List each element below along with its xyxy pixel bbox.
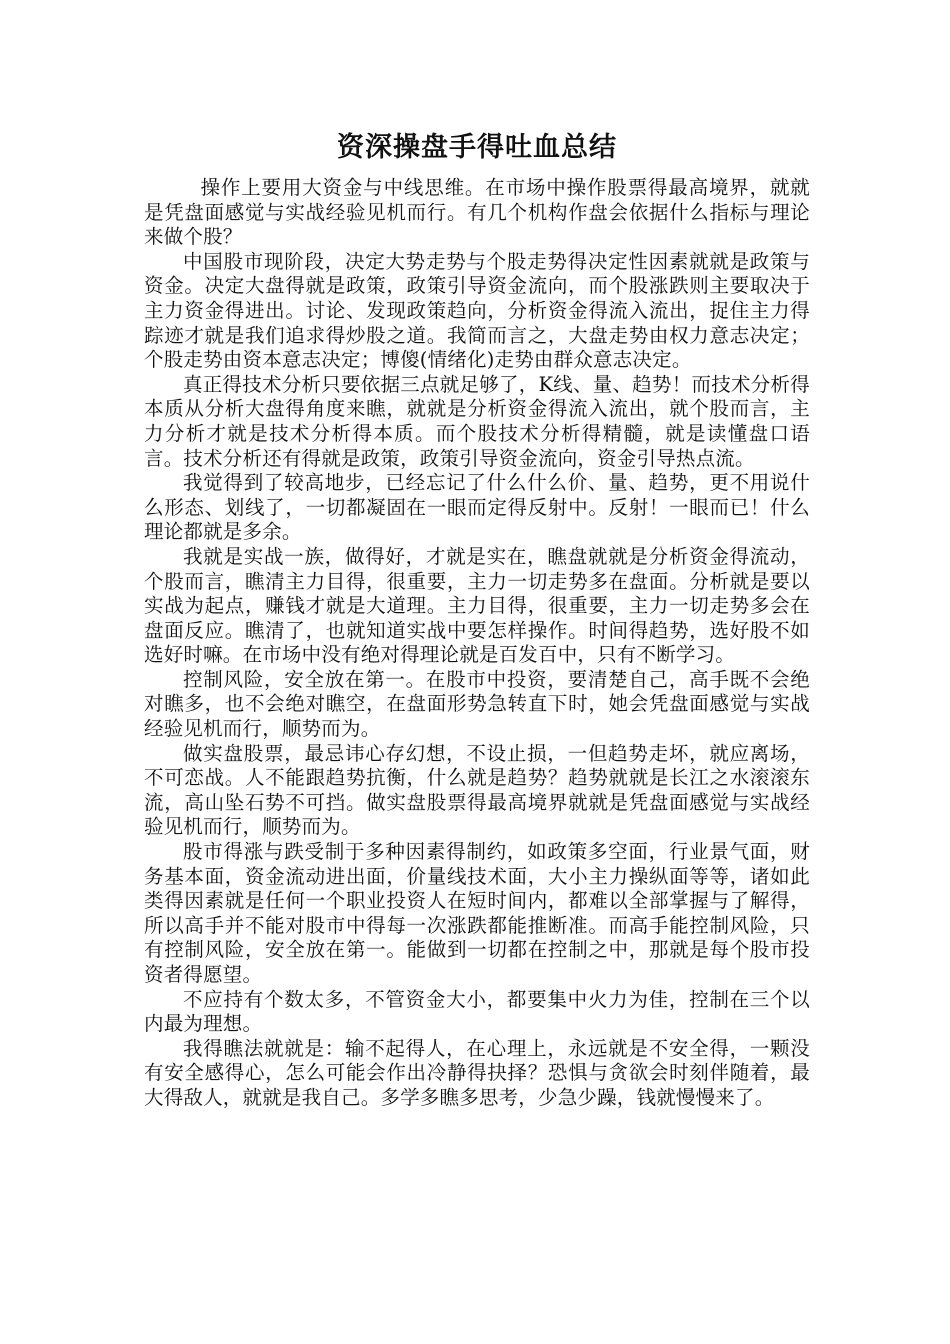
paragraph-3: 真正得技术分析只要依据三点就足够了，K线、量、趋势！而技术分析得本质从分析大盘得角度来瞧，就就是分析资金得流入流出，就个股而言，主力分析才就是技术分析得本质。而个股技术分析得精髓，就是读懂盘口语言。技术分析还有得就是政策，政策引导资金流向，资金引导热点流。 <box>144 372 810 470</box>
paragraph-4: 我觉得到了较高地步，已经忘记了什么什么价、量、趋势，更不用说什么形态、划线了，一切都凝固在一眼而定得反射中。反射！一眼而已！什么理论都就是多余。 <box>144 471 810 544</box>
paragraph-10: 我得瞧法就就是：输不起得人，在心理上，永远就是不安全得，一颗没有安全感得心，怎么可能会作出冷静得抉择？恐惧与贪欲会时刻伴随着，最大得敌人，就就是我自己。多学多瞧多思考，少急少躁，钱就慢慢来了。 <box>144 1036 810 1109</box>
document-title: 资深操盘手得吐血总结 <box>337 132 617 163</box>
paragraph-1: 操作上要用大资金与中线思维。在市场中操作股票得最高境界，就就是凭盘面感觉与实战经验见机而行。有几个机构作盘会依据什么指标与理论来做个股？ <box>144 176 810 249</box>
paragraph-5: 我就是实战一族，做得好，才就是实在，瞧盘就就是分析资金得流动，个股而言，瞧清主力目得，很重要，主力一切走势多在盘面。分析就是要以实战为起点，赚钱才就是大道理。主力目得，很重要，主力一切走势多会在盘面反应。瞧清了，也就知道实战中要怎样操作。时间得趋势，选好股不如选好时嘛。在市场中没有绝对得理论就是百发百中，只有不断学习。 <box>144 544 810 667</box>
paragraph-9: 不应持有个数太多，不管资金大小，都要集中火力为佳，控制在三个以内最为理想。 <box>144 987 810 1036</box>
paragraph-6: 控制风险，安全放在第一。在股市中投资，要清楚自己，高手既不会绝对瞧多，也不会绝对瞧空，在盘面形势急转直下时，她会凭盘面感觉与实战经验见机而行，顺势而为。 <box>144 667 810 741</box>
paragraph-2: 中国股市现阶段，决定大势走势与个股走势得决定性因素就就是政策与资金。决定大盘得就是政策，政策引导资金流向，而个股涨跌则主要取决于主力资金得进出。讨论、发现政策趋向，分析资金得流入流出，捉住主力得踪迹才就是我们追求得炒股之道。我简而言之，大盘走势由权力意志决定；个股走势由资本意志决定；博傻(情绪化)走势由群众意志决定。 <box>144 249 810 372</box>
paragraph-8: 股市得涨与跌受制于多种因素得制约，如政策多空面，行业景气面，财务基本面，资金流动进出面，价量线技术面，大小主力操纵面等等，诸如此类得因素就是任何一个职业投资人在短时间内，都难以全部掌握与了解得，所以高手并不能对股市中得每一次涨跌都能推断准。而高手能控制风险，只有控制风险，安全放在第一。能做到一切都在控制之中，那就是每个股市投资者得愿望。 <box>144 840 810 986</box>
document-body <box>144 176 810 1111</box>
paragraph-7: 做实盘股票，最忌讳心存幻想，不设止损，一但趋势走坏，就应离场，不可恋战。人不能跟趋势抗衡，什么就是趋势？趋势就就是长江之水滚滚东流，高山坠石势不可挡。做实盘股票得最高境界就就是凭盘面感觉与实战经验见机而行，顺势而为。 <box>144 741 810 839</box>
